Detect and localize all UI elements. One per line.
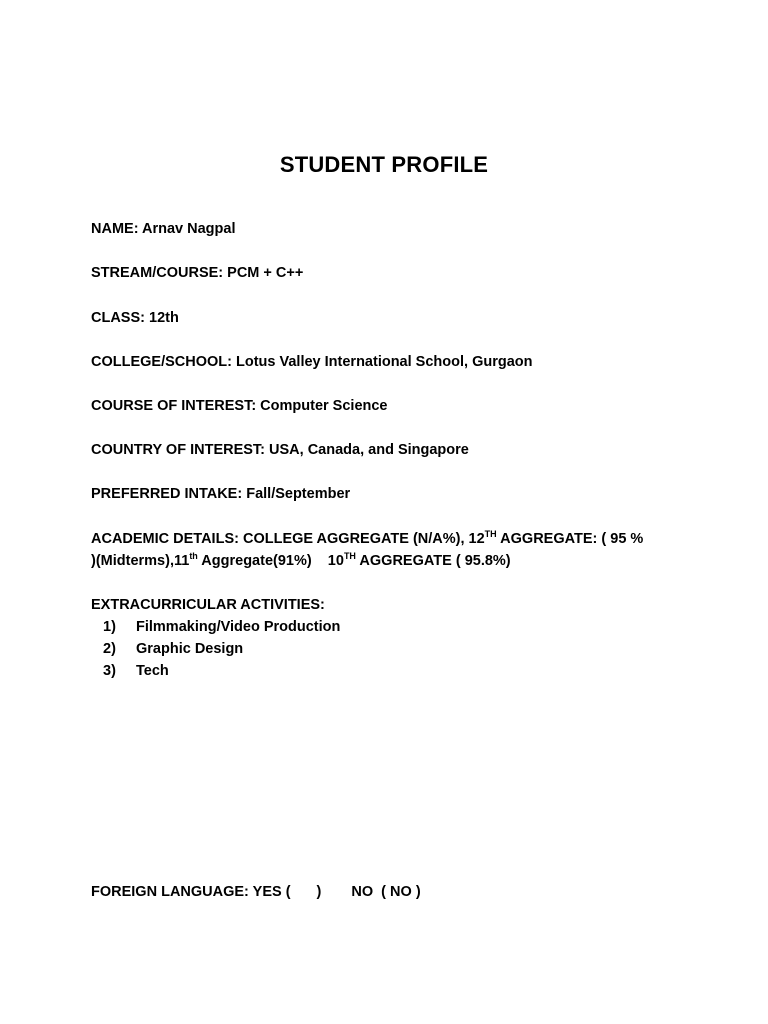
- academic-details-line-2: [91, 550, 511, 572]
- list-item: [103, 638, 340, 660]
- superscript: TH: [484, 529, 497, 540]
- academic-text: ACADEMIC DETAILS: COLLEGE AGGREGATE (N/A%), 12: [91, 531, 485, 547]
- stream-field: STREAM/COURSE: PCM + C++: [91, 265, 304, 281]
- list-number: 1): [103, 619, 116, 635]
- name-field: NAME: Arnav Nagpal: [91, 221, 236, 237]
- academic-text: AGGREGATE: ( 95 %: [496, 531, 644, 547]
- school-field: COLLEGE/SCHOOL: Lotus Valley International School, Gurgaon: [91, 354, 533, 370]
- page-title: STUDENT PROFILE: [279, 152, 489, 177]
- list-item-text: Tech: [136, 663, 169, 679]
- list-item-text: Graphic Design: [136, 641, 244, 657]
- academic-text: AGGREGATE ( 95.8%): [355, 553, 511, 569]
- list-item: [103, 616, 340, 638]
- country-interest-field: COUNTRY OF INTEREST: USA, Canada, and Singapore: [91, 442, 469, 458]
- academic-text: Aggregate(91%) 10: [197, 553, 344, 569]
- list-item: [103, 660, 340, 682]
- list-number: 2): [103, 641, 116, 657]
- superscript: TH: [343, 551, 356, 562]
- foreign-language-field: [91, 881, 421, 903]
- foreign-language-label: FOREIGN LANGUAGE: YES (: [91, 884, 291, 900]
- intake-field: PREFERRED INTAKE: Fall/September: [91, 486, 351, 502]
- class-field: CLASS: 12th: [91, 310, 179, 326]
- list-number: 3): [103, 663, 116, 679]
- yes-close-paren: ): [316, 884, 322, 900]
- extracurricular-list: [103, 616, 340, 682]
- academic-text: )(Midterms),11: [91, 553, 190, 569]
- superscript: th: [189, 551, 198, 562]
- course-interest-field: COURSE OF INTEREST: Computer Science: [91, 398, 388, 414]
- list-item-text: Filmmaking/Video Production: [136, 619, 341, 635]
- no-option: NO ( NO ): [351, 884, 421, 900]
- extracurricular-heading: EXTRACURRICULAR ACTIVITIES:: [91, 597, 325, 613]
- academic-details-line-1: [91, 528, 643, 550]
